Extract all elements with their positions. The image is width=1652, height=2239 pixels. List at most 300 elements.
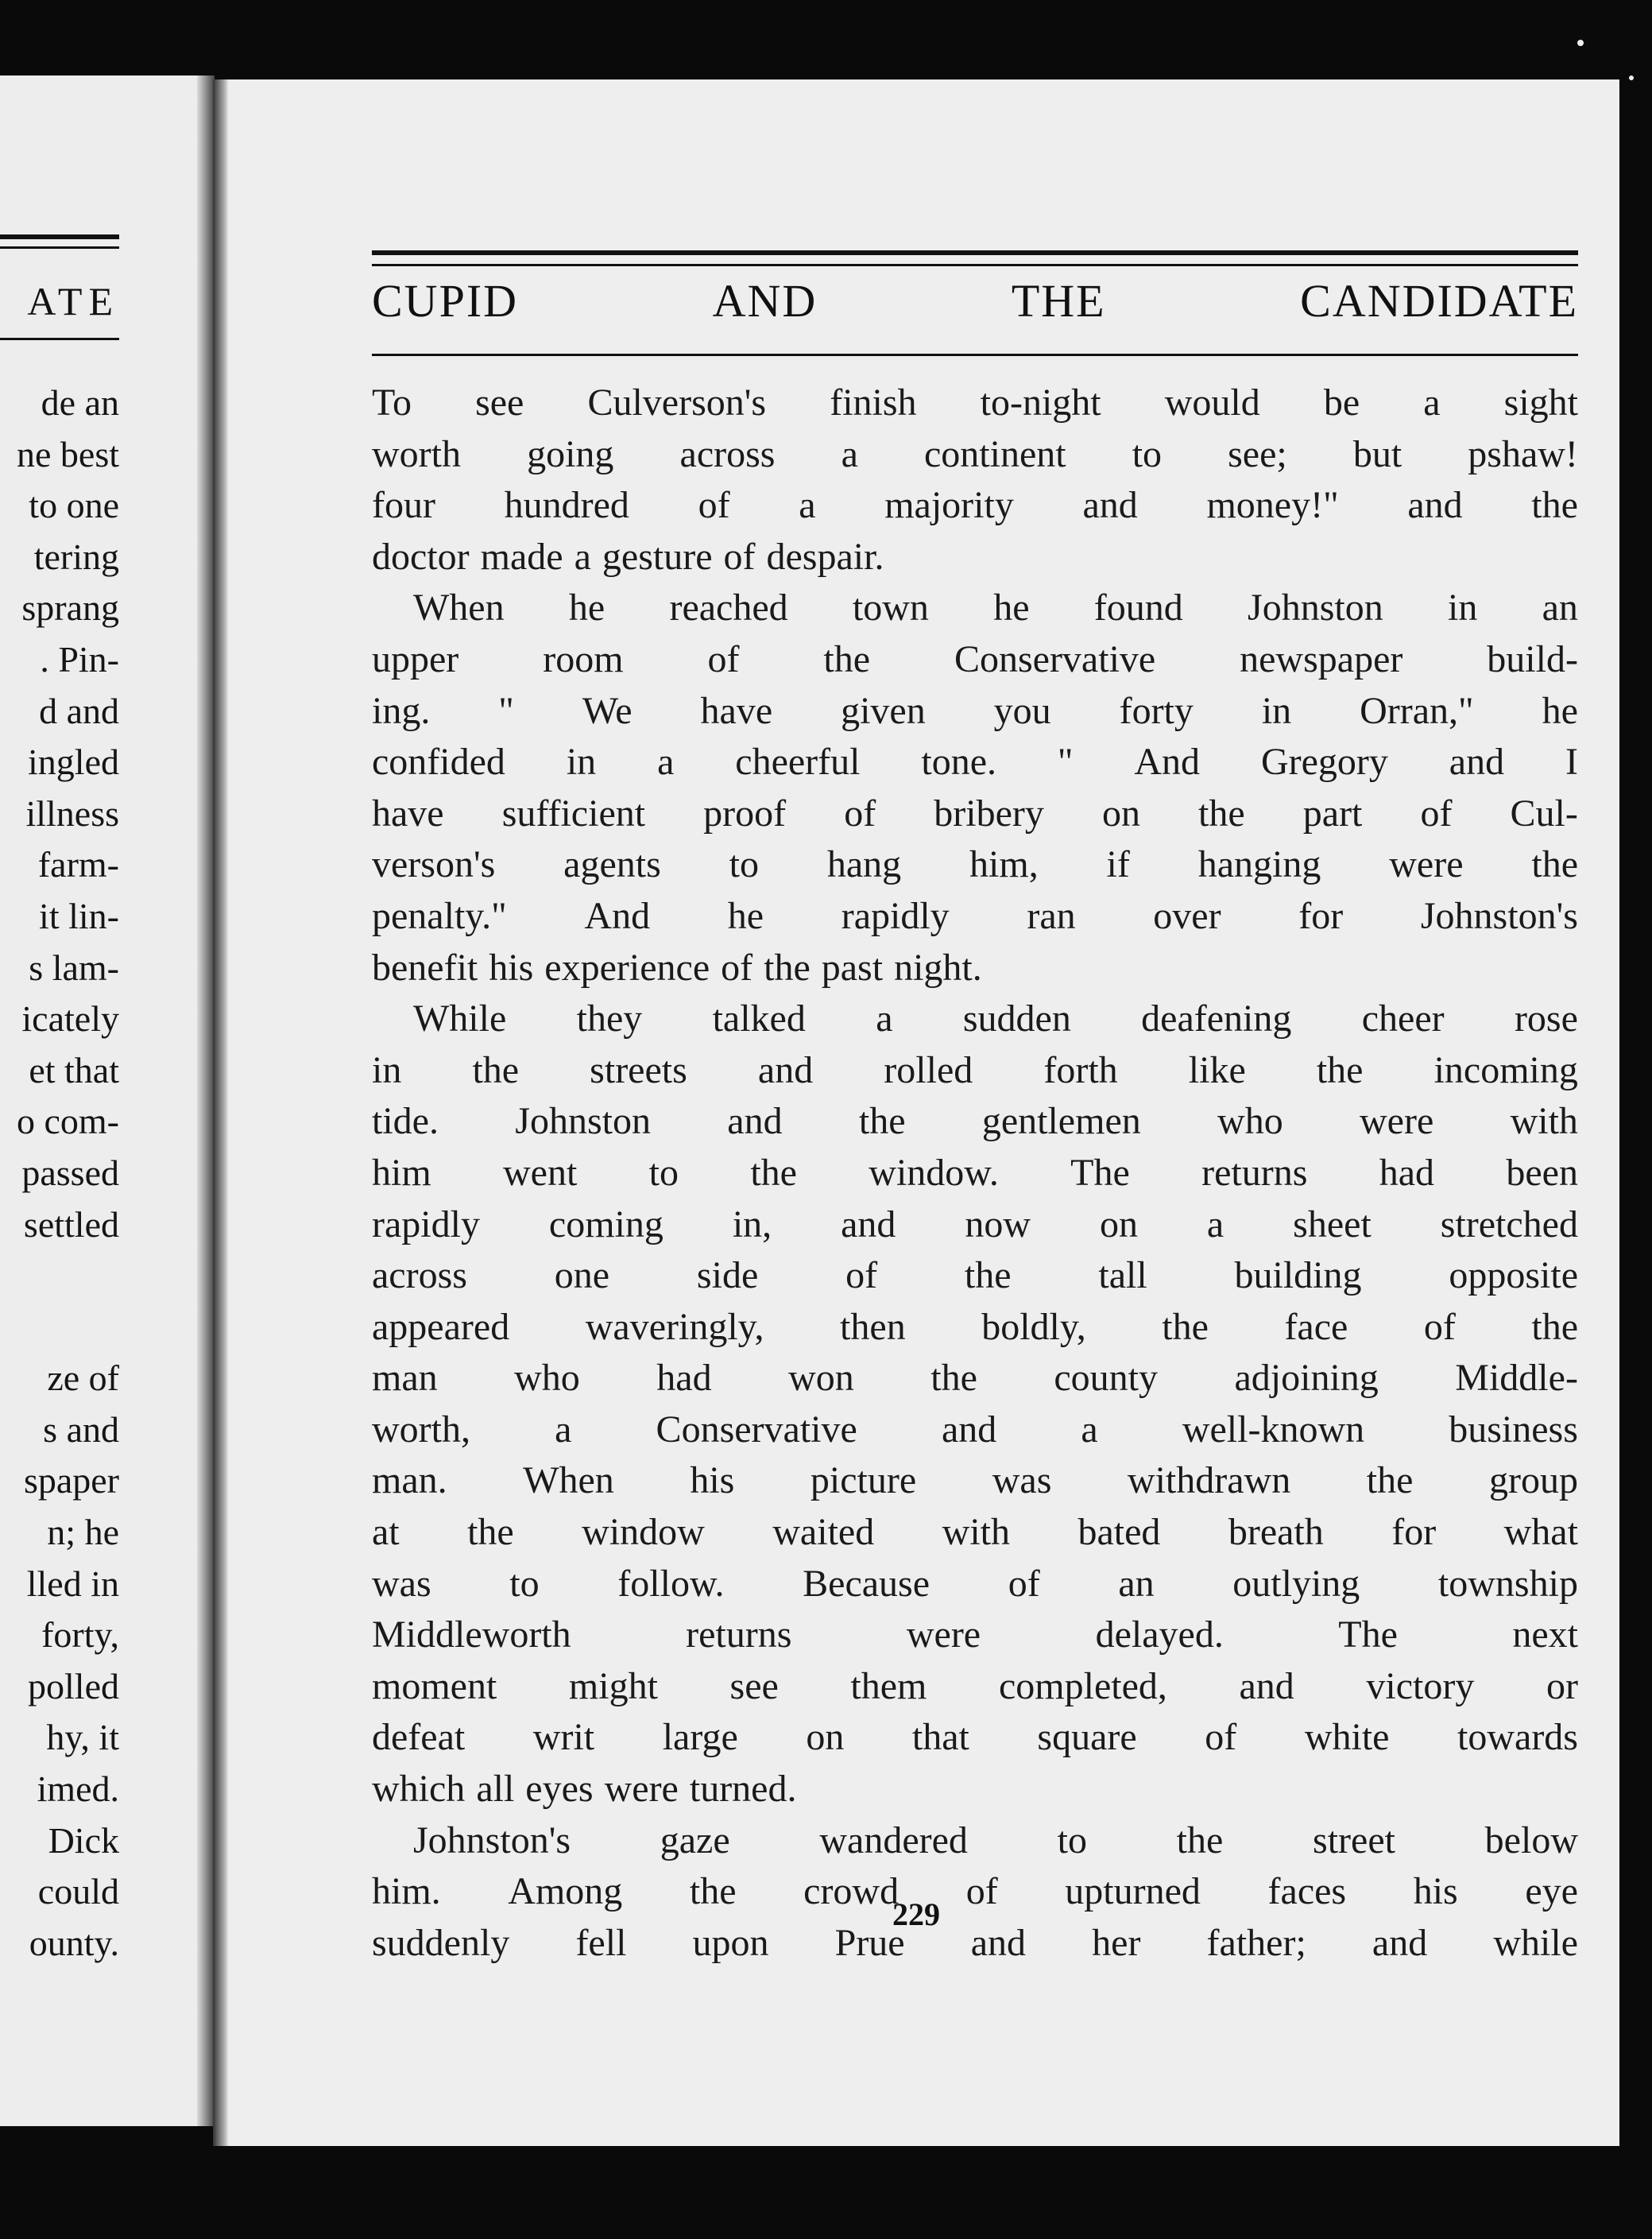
word: Conservative [954, 637, 1156, 680]
word: the [964, 1254, 1012, 1297]
word: were [1360, 1100, 1434, 1143]
word: was [372, 1562, 431, 1605]
word: group [1488, 1459, 1578, 1502]
word: doctor [372, 535, 470, 578]
word: have [700, 689, 773, 732]
word: given [841, 689, 926, 732]
word: the [1316, 1048, 1364, 1091]
word: on [1099, 1203, 1138, 1245]
running-head [372, 274, 1578, 327]
left-text-line: passed [21, 1152, 119, 1193]
word: see [729, 1664, 779, 1707]
text-line [372, 429, 1578, 481]
word: and [1239, 1664, 1294, 1707]
text-line [372, 686, 1578, 738]
word: on [1101, 792, 1140, 835]
text-line [372, 737, 1578, 788]
word: over [1153, 894, 1221, 937]
word: he [727, 894, 764, 937]
left-text-line: . Pin- [40, 638, 119, 680]
left-page-text [0, 378, 119, 1969]
dust-speck [1629, 76, 1634, 80]
word: follow. [617, 1562, 725, 1605]
word: coming [548, 1203, 664, 1245]
word: for [1298, 894, 1344, 937]
word: benefit [372, 946, 478, 989]
word: the [689, 1870, 737, 1913]
word: in [1261, 689, 1292, 732]
word: upper [372, 637, 459, 680]
word: tone. [921, 741, 997, 784]
word: the [1531, 1305, 1578, 1348]
left-header-rule-bottom [0, 338, 119, 340]
left-text-line: ounty. [29, 1922, 119, 1963]
word: a [841, 432, 858, 475]
running-head-word: THE [1011, 275, 1106, 327]
left-text-line [0, 1302, 119, 1354]
word: rapidly [372, 1203, 480, 1245]
word: and [727, 1100, 783, 1143]
word: hundred [504, 484, 629, 527]
dust-speck [1577, 40, 1584, 46]
word: To [372, 382, 412, 424]
text-line [372, 1302, 1578, 1354]
word: moment [372, 1664, 497, 1707]
text-line [372, 378, 1578, 429]
text-line [372, 1815, 1578, 1867]
word: faces [1267, 1870, 1347, 1913]
word: to-night [980, 382, 1101, 424]
word: wandered [819, 1819, 968, 1861]
word: a [1081, 1408, 1098, 1451]
left-text-line: tering [33, 536, 119, 577]
word: the [930, 1357, 977, 1400]
word: Gregory [1260, 741, 1388, 784]
word: eyes [525, 1768, 594, 1811]
word: eye [1525, 1870, 1578, 1913]
word: who [514, 1357, 580, 1400]
word: building [1234, 1254, 1362, 1297]
text-line [372, 788, 1578, 840]
word: proof [703, 792, 787, 835]
text-line [372, 480, 1578, 532]
word: incoming [1433, 1048, 1578, 1091]
left-text-line: farm- [37, 844, 119, 885]
left-text-line: spaper [23, 1460, 119, 1501]
word: Cul- [1510, 792, 1578, 835]
word: with [1510, 1100, 1578, 1143]
word: part [1302, 792, 1363, 835]
word: The [1070, 1151, 1130, 1194]
word: man. [372, 1459, 447, 1502]
word: the [764, 946, 811, 989]
left-page [0, 76, 215, 2126]
word: while [1493, 1921, 1578, 1964]
word: going [527, 432, 614, 475]
left-text-line: lled in [26, 1563, 119, 1604]
word: white [1304, 1716, 1390, 1759]
word: were [604, 1768, 679, 1811]
word: And [1134, 741, 1201, 784]
word: which [372, 1768, 466, 1811]
page-spine [213, 79, 229, 2146]
word: had [1379, 1151, 1435, 1194]
word: at [372, 1511, 400, 1554]
word: the [1162, 1305, 1209, 1348]
word: but [1352, 432, 1402, 475]
word: a [657, 741, 675, 784]
left-text-line: Dick [48, 1819, 119, 1861]
word: appeared [372, 1305, 510, 1348]
word: would [1164, 382, 1260, 424]
word: business [1449, 1408, 1578, 1451]
word: crowd [803, 1870, 900, 1913]
word: were [906, 1613, 981, 1656]
word: the [1531, 843, 1578, 886]
word: I [1565, 741, 1578, 784]
word: have [372, 792, 444, 835]
word: on [806, 1716, 845, 1759]
word: and [841, 1203, 896, 1245]
word: While [413, 997, 507, 1040]
word: experience [544, 946, 710, 989]
word: a [555, 1408, 572, 1451]
word: confided [372, 741, 505, 784]
word: past [821, 946, 884, 989]
word: the [472, 1048, 520, 1091]
word: delayed. [1095, 1613, 1224, 1656]
word: to [729, 843, 759, 886]
word: to [1057, 1819, 1087, 1861]
word: streets [590, 1048, 687, 1091]
word: Johnston [1248, 587, 1383, 629]
left-header-rule-top [0, 234, 119, 239]
word: When [523, 1459, 614, 1502]
text-line [372, 1096, 1578, 1148]
word: them [850, 1664, 927, 1707]
word: the [858, 1100, 906, 1143]
word: penalty." [372, 894, 507, 937]
word: to [1132, 432, 1163, 475]
word: a [1206, 1203, 1224, 1245]
body-text [372, 378, 1578, 1969]
word: waveringly, [585, 1305, 764, 1348]
running-head-word: CANDIDATE [1300, 275, 1578, 327]
word: window [582, 1511, 705, 1554]
text-line [372, 634, 1578, 686]
word: went [503, 1151, 578, 1194]
word: made [480, 535, 563, 578]
word: of [698, 484, 730, 527]
word: opposite [1449, 1254, 1578, 1297]
word: hang [826, 843, 902, 886]
word: Prue [834, 1921, 905, 1964]
word: was [992, 1459, 1052, 1502]
word: finish [830, 382, 917, 424]
word: ran [1027, 894, 1076, 937]
word: large [662, 1716, 738, 1759]
text-line [372, 891, 1578, 943]
text-line [372, 1455, 1578, 1507]
word: sheet [1293, 1203, 1372, 1245]
word: of [1420, 792, 1453, 835]
word: agents [563, 843, 661, 886]
right-page [213, 79, 1619, 2146]
word: in [566, 741, 597, 784]
word: see [475, 382, 524, 424]
word: upturned [1065, 1870, 1201, 1913]
word: turned. [689, 1768, 797, 1811]
word: suddenly [372, 1921, 510, 1964]
left-text-line: could [37, 1871, 119, 1912]
word: Conservative [656, 1408, 857, 1451]
word: Middleworth [372, 1613, 571, 1656]
word: newspaper [1240, 637, 1403, 680]
word: and [941, 1408, 997, 1451]
header-rule-top [372, 250, 1578, 255]
header-rule-second [372, 264, 1578, 266]
left-text-line: settled [23, 1203, 119, 1245]
word: the [1531, 484, 1578, 527]
header-rule-bottom [372, 354, 1578, 356]
left-text-line: s and [43, 1408, 119, 1450]
word: rapidly [841, 894, 950, 937]
word: a [1423, 382, 1441, 424]
word: boldly, [981, 1305, 1086, 1348]
left-text-line: imed. [37, 1768, 119, 1810]
word: of [721, 946, 753, 989]
word: if [1106, 843, 1130, 886]
word: his [1413, 1870, 1458, 1913]
word: across [372, 1254, 467, 1297]
word: the [1366, 1459, 1414, 1502]
word: gaze [660, 1819, 730, 1861]
word: square [1037, 1716, 1137, 1759]
left-text-line: d and [39, 690, 119, 731]
text-line [372, 839, 1578, 891]
word: deafening [1141, 997, 1292, 1040]
word: he [568, 587, 605, 629]
text-line [372, 943, 1578, 994]
word: worth [372, 432, 461, 475]
word: the [1198, 792, 1245, 835]
word: might [568, 1664, 658, 1707]
word: sudden [962, 997, 1071, 1040]
word: writ [532, 1716, 595, 1759]
word: of [1423, 1305, 1456, 1348]
left-text-line: o com- [16, 1101, 119, 1142]
word: for [1391, 1511, 1437, 1554]
word: forty [1119, 689, 1194, 732]
word: completed, [998, 1664, 1167, 1707]
word: fell [575, 1921, 627, 1964]
word: or [1546, 1664, 1578, 1707]
word: father; [1206, 1921, 1306, 1964]
word: returns [1201, 1151, 1308, 1194]
left-text-line: sprang [21, 587, 119, 629]
word: Among [508, 1870, 623, 1913]
word: in [1447, 587, 1478, 629]
word: sufficient [501, 792, 646, 835]
word: The [1338, 1613, 1398, 1656]
word: you [993, 689, 1051, 732]
word: outlying [1232, 1562, 1360, 1605]
word: and [1082, 484, 1138, 527]
word: We [582, 689, 633, 732]
word: a [876, 997, 893, 1040]
word: well-known [1182, 1408, 1365, 1451]
word: that [911, 1716, 969, 1759]
word: found [1093, 587, 1183, 629]
word: all [476, 1768, 515, 1811]
word: side [696, 1254, 759, 1297]
word: be [1323, 382, 1360, 424]
gutter-shadow [197, 76, 215, 2126]
left-text-line: icately [21, 998, 119, 1040]
word: Because [803, 1562, 930, 1605]
text-line [372, 1764, 1578, 1815]
word: below [1484, 1819, 1578, 1861]
left-text-line: ingled [28, 742, 119, 783]
word: Middle- [1455, 1357, 1578, 1400]
word: bated [1077, 1511, 1161, 1554]
word: breath [1228, 1511, 1324, 1554]
text-line [372, 1610, 1578, 1661]
word: been [1506, 1151, 1578, 1194]
left-text-line: hy, it [46, 1717, 119, 1758]
page-number: 229 [892, 1896, 940, 1932]
word: of [707, 637, 740, 680]
word: then [840, 1305, 906, 1348]
word: they [576, 997, 643, 1040]
word: room [543, 637, 624, 680]
word: worth, [372, 1408, 470, 1451]
text-line [372, 1353, 1578, 1404]
word: and [1407, 484, 1463, 527]
word: forth [1043, 1048, 1118, 1091]
left-text-line: et that [29, 1049, 119, 1090]
word: " [1057, 741, 1074, 784]
word: one [554, 1254, 610, 1297]
word: tall [1098, 1254, 1147, 1297]
word: waited [772, 1511, 875, 1554]
left-text-line: forty, [41, 1614, 119, 1656]
word: cheer [1361, 997, 1445, 1040]
word: gesture [602, 535, 713, 578]
word: face [1284, 1305, 1348, 1348]
word: him. [372, 1870, 441, 1913]
word: returns [686, 1613, 792, 1656]
word: of [965, 1870, 998, 1913]
word: Johnston [515, 1100, 651, 1143]
left-text-line: illness [25, 792, 119, 834]
word: with [942, 1511, 1010, 1554]
word: what [1503, 1511, 1578, 1554]
word: night. [894, 946, 982, 989]
word: When [413, 587, 505, 629]
word: a [799, 484, 816, 527]
text-line [372, 1507, 1578, 1559]
word: like [1188, 1048, 1246, 1091]
word: cheerful [735, 741, 861, 784]
text-line [372, 1045, 1578, 1097]
word: an [1542, 587, 1578, 629]
word: his [690, 1459, 735, 1502]
left-text-line: ne best [16, 433, 119, 475]
word: to [648, 1151, 679, 1194]
word: his [489, 946, 534, 989]
word: man [372, 1357, 438, 1400]
running-head-word: AND [712, 275, 818, 327]
left-text-line: s lam- [29, 947, 119, 988]
word: next [1512, 1613, 1578, 1656]
word: of [1205, 1716, 1237, 1759]
text-line [372, 583, 1578, 634]
word: bribery [934, 792, 1044, 835]
word: adjoining [1234, 1357, 1379, 1400]
word: the [750, 1151, 797, 1194]
text-line [372, 1661, 1578, 1713]
word: defeat [372, 1716, 466, 1759]
left-text-line [0, 1250, 119, 1302]
word: who [1217, 1100, 1283, 1143]
word: in [372, 1048, 402, 1091]
word: and [970, 1921, 1027, 1964]
word: despair. [766, 535, 884, 578]
word: reached [669, 587, 788, 629]
word: an [1118, 1562, 1155, 1605]
word: stretched [1440, 1203, 1578, 1245]
word: Orran," [1360, 689, 1474, 732]
running-head-word: CUPID [372, 275, 519, 327]
word: gentlemen [981, 1100, 1141, 1143]
word: verson's [372, 843, 496, 886]
word: Culverson's [587, 382, 767, 424]
word: build- [1487, 637, 1578, 680]
word: and [1449, 741, 1505, 784]
word: pshaw! [1468, 432, 1578, 475]
word: picture [810, 1459, 917, 1502]
word: money!" [1206, 484, 1339, 527]
word: township [1437, 1562, 1578, 1605]
word: ing. [372, 689, 431, 732]
word: the [1176, 1819, 1224, 1861]
word: of [845, 1254, 878, 1297]
text-line [372, 1712, 1578, 1764]
word: rose [1514, 997, 1578, 1040]
word: now [965, 1203, 1031, 1245]
word: in, [732, 1203, 772, 1245]
word: victory [1366, 1664, 1475, 1707]
word: see; [1228, 432, 1287, 475]
word: street [1313, 1819, 1395, 1861]
text-line [372, 1559, 1578, 1610]
word: continent [923, 432, 1066, 475]
word: won [788, 1357, 854, 1400]
word: the [467, 1511, 514, 1554]
left-text-line: polled [28, 1665, 119, 1706]
left-text-line: de an [41, 382, 119, 423]
word: withdrawn [1127, 1459, 1291, 1502]
left-header-rule-second [0, 246, 119, 249]
word: her [1092, 1921, 1141, 1964]
word: town [852, 587, 929, 629]
text-line [372, 1199, 1578, 1251]
word: window. [869, 1151, 999, 1194]
word: he [993, 587, 1030, 629]
word: the [823, 637, 871, 680]
word: " [498, 689, 514, 732]
